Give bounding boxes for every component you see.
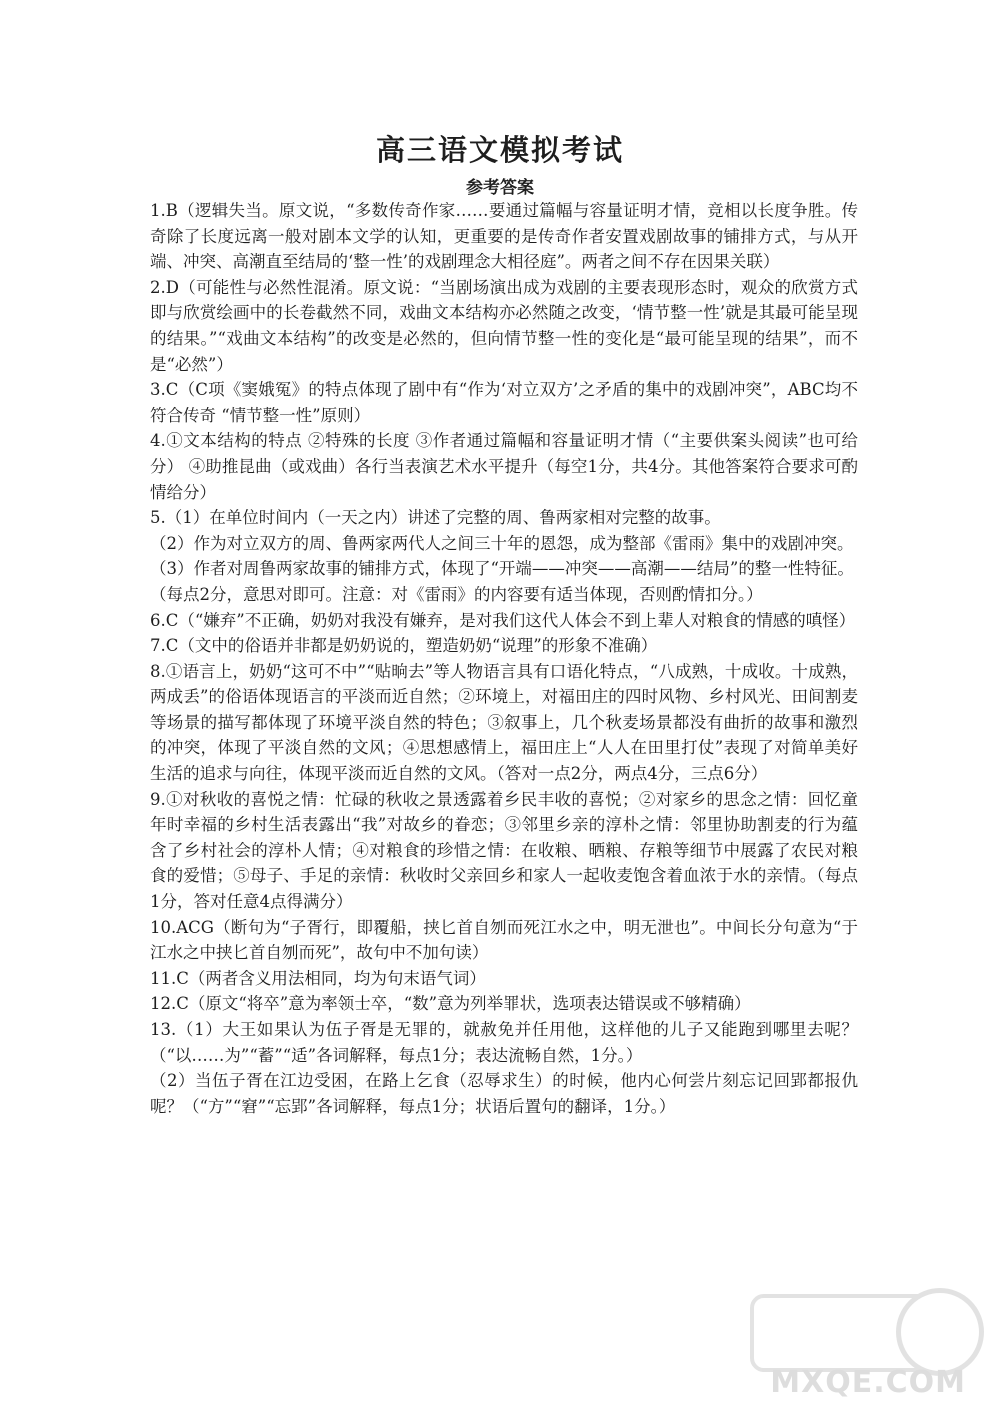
watermark-circle-icon	[896, 1288, 984, 1376]
answer-paragraph: 12.C（原文“将卒”意为率领士卒，“数”意为列举罪状，选项表达错误或不够精确）	[150, 994, 751, 1014]
watermark-logo	[748, 1294, 978, 1404]
answer-paragraph: 11.C（两者含义用法相同，均为句末语气词）	[150, 968, 486, 988]
answer-paragraph: 13.（1）大王如果认为伍子胥是无罪的，就赦免并任用他，这样他的儿子又能跑到哪里去呢？（“以……为”“蓄”“适”各词解释，每点1分；表达流畅自然，1分。）	[150, 1020, 858, 1065]
page-subtitle: 参考答案	[466, 178, 534, 198]
answer-paragraph: 8.①语言上，奶奶“这可不中”“贴晌去”等人物语言具有口语化特点，“八成熟，十成收。十成熟，两成丢”的俗语体现语言的平淡而近自然；②环境上，对福田庄的四时风物、乡村风光、田间割麦等场景的描写都体现了环境平淡自然的特色；③叙事上，几个秋麦场景都没有曲折的故事和激烈的冲突，体现了平淡自然的文风；④思想感情上，福田庄上“人人在田里打仗”表现了对简单美好生活的追求与向往，体现平淡而近自然的文风。（答对一点2分，两点4分，三点6分）	[150, 661, 858, 784]
answer-paragraph: 5.（1）在单位时间内（一天之内）讲述了完整的周、鲁两家相对完整的故事。	[150, 508, 721, 528]
page-title: 高三语文模拟考试	[375, 133, 624, 167]
answer-paragraph: 3.C（C项《窦娥冤》的特点体现了剧中有“作为‘对立双方’之矛盾的集中的戏剧冲突”，ABC均不符合传奇 “情节整一性”原则）	[150, 380, 858, 425]
answer-paragraph: 2.D（可能性与必然性混淆。原文说：“当剧场演出成为戏剧的主要表现形态时，观众的欣赏方式即与欣赏绘画中的长卷截然不同，戏曲文本结构亦必然随之改变，‘情节整一性’就是其最可能呈现的结果。”“戏曲文本结构”的改变是必然的，但向情节整一性的变化是“最可能呈现的结果”，而不是“必然”）	[150, 277, 858, 374]
answer-paragraph: 10.ACG（断句为“子胥行，即覆船，挟匕首自刎而死江水之中，明无泄也”。中间长分句意为“于江水之中挟匕首自刎而死”，故句中不加句读）	[150, 917, 858, 963]
answer-paragraph: 4.①文本结构的特点 ②特殊的长度 ③作者通过篇幅和容量证明才情（“主要供案头阅读”也可给分） ④助推昆曲（或戏曲）各行当表演艺术水平提升（每空1分，共4分。其他答案符合要求可酌情给分）	[150, 431, 858, 502]
answer-paragraph: （2）作为对立双方的周、鲁两家两代人之间三十年的恩怨，成为整部《雷雨》集中的戏剧冲突。	[150, 533, 854, 553]
answer-paragraph: （2）当伍子胥在江边受困，在路上乞食（忍辱求生）的时候，他内心何尝片刻忘记回郢都报仇呢？（“方”“窘”“忘郢”各词解释，每点1分；状语后置句的翻译，1分。）	[150, 1071, 858, 1116]
answer-paragraph: 1.B（逻辑失当。原文说，“多数传奇作家……要通过篇幅与容量证明才情，竞相以长度争胜。传奇除了长度远离一般对剧本文学的认知，更重要的是传奇作者安置戏剧故事的铺排方式，与从开端、冲突、高潮直至结局的‘整一性’的戏剧理念大相径庭”。两者之间不存在因果关联）	[150, 201, 858, 272]
watermark-url: MXQE.COM	[770, 1365, 966, 1400]
answer-paragraph: 7.C（文中的俗语并非都是奶奶说的，塑造奶奶“说理”的形象不准确）	[150, 636, 658, 656]
answer-body	[150, 198, 858, 1119]
answer-paragraph: （每点2分，意思对即可。注意：对《雷雨》的内容要有适当体现，否则酌情扣分。）	[150, 584, 763, 604]
answer-paragraph: （3）作者对周鲁两家故事的铺排方式，体现了“开端——冲突——高潮——结局”的整一性特征。	[150, 559, 854, 579]
answer-paragraph: 6.C（“嫌弃”不正确，奶奶对我没有嫌弃，是对我们这代人体会不到上辈人对粮食的情感的嗔怪）	[150, 610, 856, 630]
answer-paragraph: 9.①对秋收的喜悦之情：忙碌的秋收之景透露着乡民丰收的喜悦；②对家乡的思念之情：回忆童年时幸福的乡村生活表露出“我”对故乡的眷恋；③邻里乡亲的淳朴之情：邻里协助割麦的行为蕴含了乡村社会的淳朴人情；④对粮食的珍惜之情：在收粮、晒粮、存粮等细节中展露了农民对粮食的爱惜；⑤母子、手足的亲情：秋收时父亲回乡和家人一起收麦饱含着血浓于水的亲情。（每点1分，答对任意4点得满分）	[150, 789, 858, 912]
